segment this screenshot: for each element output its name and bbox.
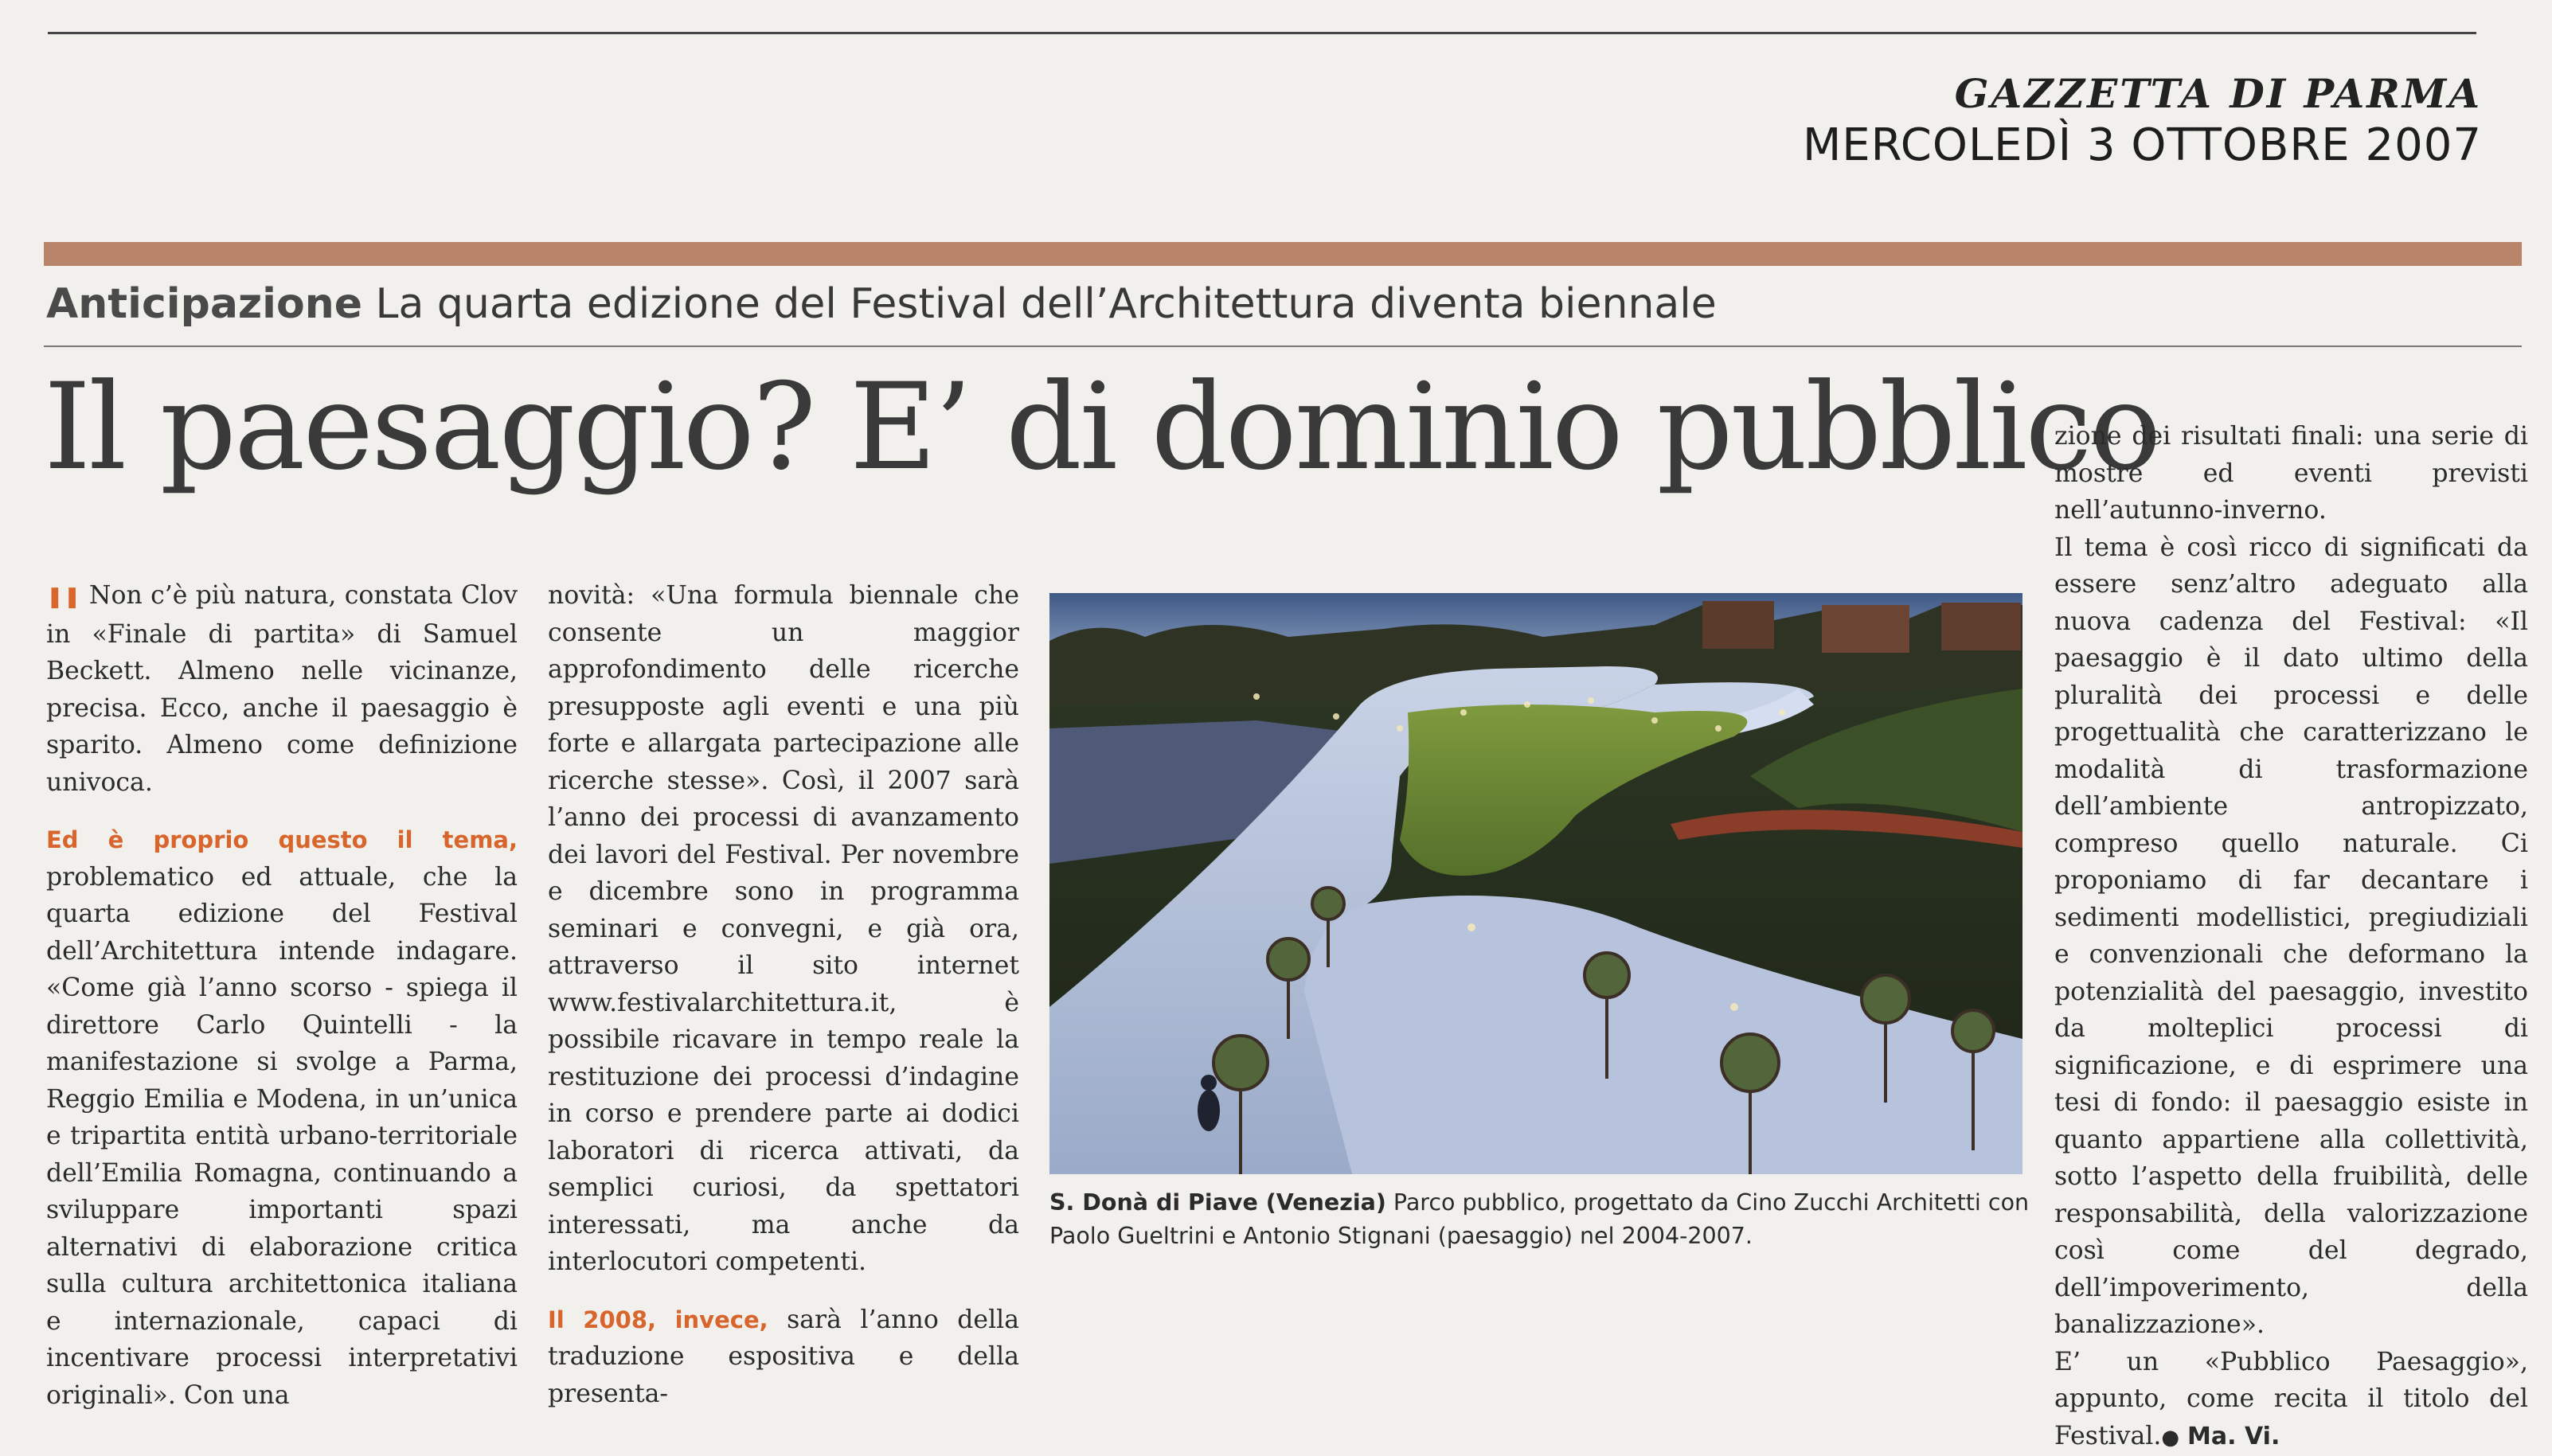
kicker (46, 280, 1717, 328)
byline-bullet-icon: ● (2161, 1426, 2179, 1450)
newspaper-name: GAZZETTA DI PARMA (1955, 70, 2482, 117)
top-rule (48, 32, 2476, 34)
kicker-text: La quarta edizione del Festival dell’Architettura diventa biennale (376, 280, 1717, 328)
headline: Il paesaggio? E’ di dominio pubblico (44, 362, 2159, 494)
section-band (44, 242, 2522, 266)
kicker-rule (44, 345, 2522, 347)
paragraph-6: Il tema è così ricco di significati da essere senz’altro adeguato alla nuova cadenza del Festival: «Il paesaggio è il dato ultimo della pluralità dei processi e delle progettualità che caratterizzano le modalità di trasformazione dell’ambiente antropizzato, compreso quello naturale. Ci proponiamo di far decantare i sedimenti modellistici, pregiudiziali e convenzionali che deformano la potenzialità del paesaggio, investito da molteplici processi di significazione, e di esprimere una tesi di fondo: il paesaggio esiste in quanto appartiene alla collettività, sotto l’aspetto della fruibilità, delle responsabilità, della valorizzazione così come del degrado, dell’impoverimento, della banalizzazione». (2054, 529, 2528, 1344)
paragraph-7 (2054, 1344, 2528, 1456)
paragraph-5: zione dei risultati finali: una serie di mostre ed eventi previsti nell’autunno-inverno. (2054, 418, 2528, 529)
issue-date: MERCOLEDÌ 3 OTTOBRE 2007 (1803, 119, 2482, 171)
column-4 (2054, 418, 2528, 1456)
photo-caption (1049, 1186, 2037, 1253)
paragraph-4-lead: Il 2008, invece, (548, 1306, 768, 1333)
caption-place: S. Donà di Piave (Venezia) (1049, 1189, 1386, 1216)
paragraph-2-text: problematico ed attuale, che la quarta edizione del Festival dell’Architettura intende indagare. «Come già l’anno scorso - spiega il direttore Carlo Quintelli - la manifestazione si svolge a Parma, Reggio Emilia e Modena, in un’unica e tripartita entità urbano-territoriale dell’Emilia Romagna, continuando a sviluppare importanti spazi alternativi di elaborazione critica sulla cultura architettonica italiana e internazionale, capaci di incentivare processi interpretativi originali». Con una (46, 863, 518, 1410)
paragraph-2-lead: Ed è proprio questo il tema, (46, 826, 518, 853)
byline: Ma. Vi. (2187, 1423, 2280, 1450)
kicker-label: Anticipazione (46, 280, 362, 328)
paragraph-1-text: Non c’è più natura, constata Clov in «Finale di partita» di Samuel Beckett. Almeno nelle vicinanze, precisa. Ecco, anche il paesaggio è sparito. Almeno come definizione univoca. (46, 581, 518, 797)
column-2 (548, 577, 1019, 1412)
paragraph-4 (548, 1302, 1019, 1413)
park-photo (1049, 593, 2022, 1174)
section-mark-icon: ❚❚ (46, 585, 81, 609)
paragraph-3: novità: «Una formula biennale che consente un maggior approfondimento delle ricerche presupposte agli eventi e una più forte e allargata partecipazione alle ricerche stesse». Così, il 2007 sarà l’anno dei processi di avanzamento dei lavori del Festival. Per novembre e dicembre sono in programma seminari e convegni, e già ora, attraverso il sito internet www.festivalarchitettura.it, è possibile ricavare in tempo reale la restituzione dei processi d’indagine in corso e prendere parte ai dodici laboratori di ricerca attivati, da semplici curiosi, da spettatori interessati, ma anche da interlocutori competenti. (548, 577, 1019, 1281)
paragraph-2 (46, 822, 518, 1414)
paragraph-4-text: sarà l’anno della traduzione espositiva e della presenta- (548, 1306, 1019, 1408)
paragraph-1 (46, 577, 518, 801)
caption-text: Parco pubblico, progettato da Cino Zucchi Architetti con Paolo Gueltrini e Antonio Stignani (paesaggio) nel 2004-2007. (1049, 1189, 2029, 1249)
paragraph-7-text: E’ un «Pubblico Paesaggio», appunto, come recita il titolo del Festival. (2054, 1348, 2528, 1450)
column-1 (46, 577, 518, 1414)
